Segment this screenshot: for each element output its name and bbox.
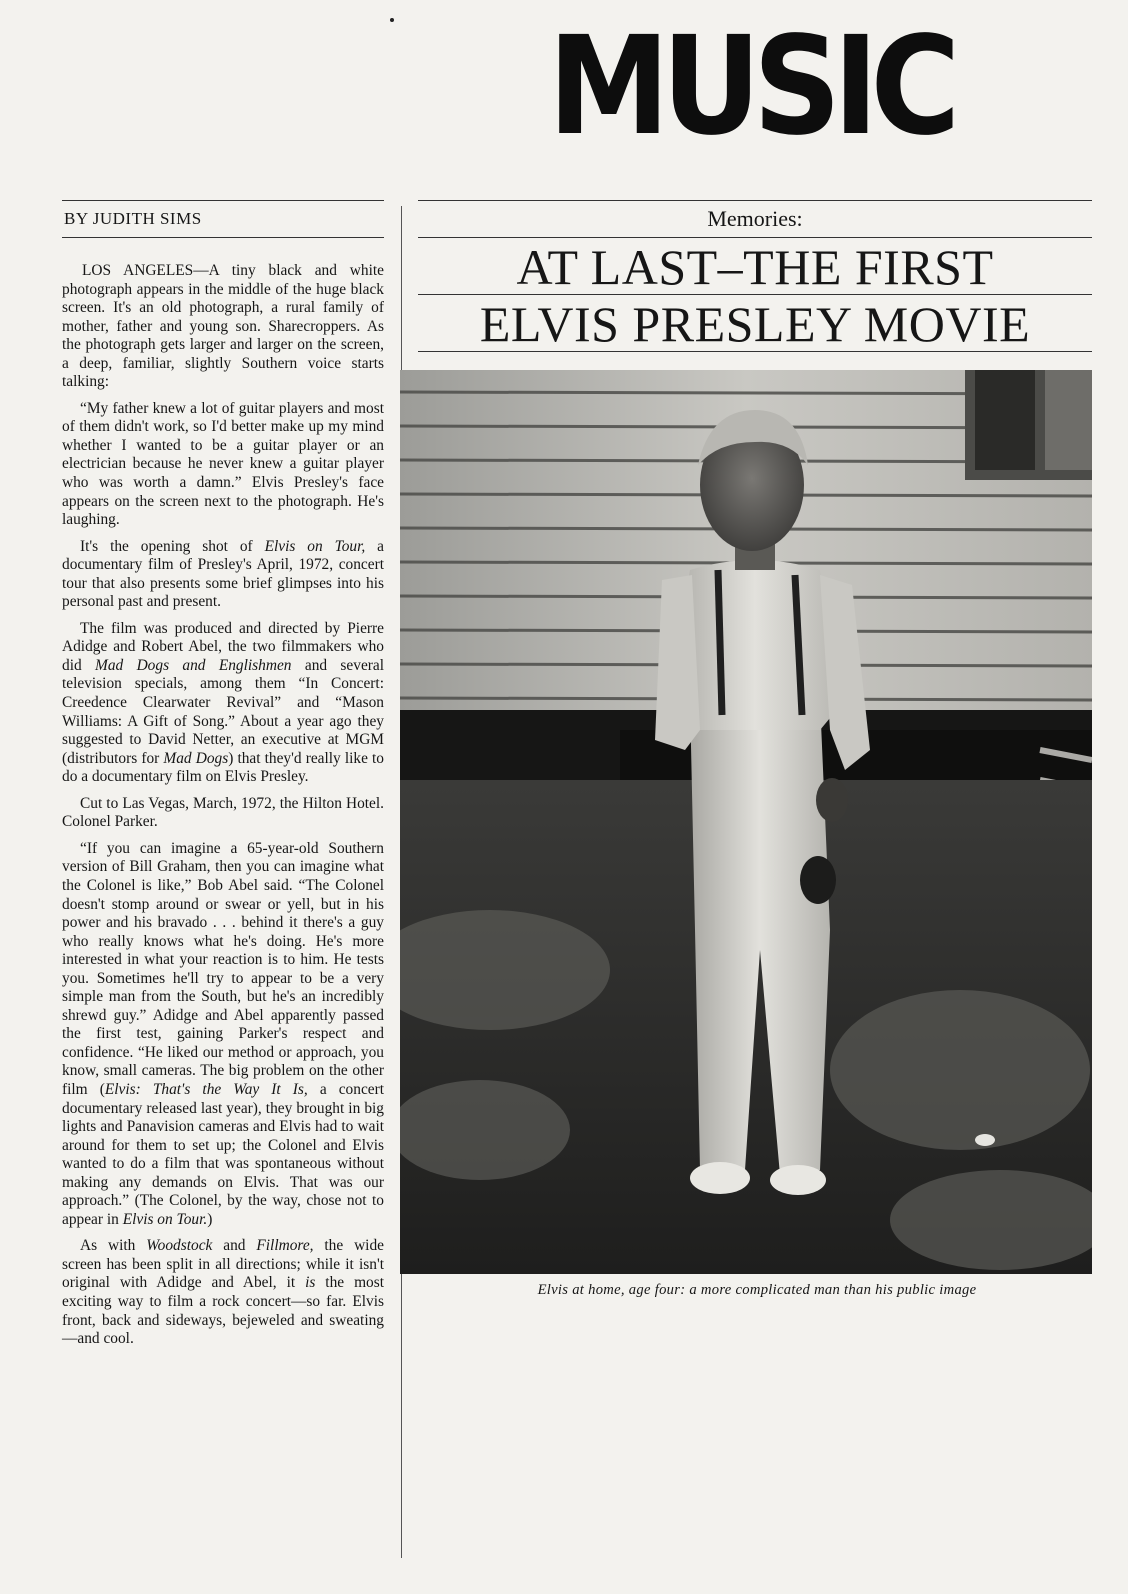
text-run: “If you can imagine a 65-year-old Southern version of Bill Graham, then you can imagine what the Colonel is like,” Bob Abel said. “The Colonel doesn't stomp around or swear or yell, but in his power and his bravado . . . behind it there's a guy who really knows what he's doing. He's more interested in what your reaction is to him. He tests you. Sometimes he'll try to appear to be a very simple man from the South, but he's an incredibly shrewd guy.” Adidge and Abel apparently passed the first test, gaining Parker's respect and confidence. “He liked our method or approach, you know, small cameras. The big problem on the other film ( xyxy=(62,839,384,1098)
italic-title: Mad Dogs and Englishmen xyxy=(95,656,292,674)
italic-title: Mad Dogs xyxy=(163,749,229,767)
photo-caption: Elvis at home, age four: a more complicated man than his public image xyxy=(537,1282,977,1298)
text-run: ) that they'd really like to do a documentary film on Elvis Presley. xyxy=(62,749,384,786)
text-run: It's the opening shot of xyxy=(80,537,265,555)
text-run: LOS ANGELES—A tiny black and white photograph appears in the middle of the huge black screen. It's an old photograph, a rural family of mother, father and young son. Sharecroppers. As the photograph gets larger and larger on the screen, a deep, familiar, slightly Southern voice starts talking: xyxy=(62,262,384,391)
text-run: “My father knew a lot of guitar players and most of them didn't work, so I'd better make up my mind whether I wanted to be a guitar player or an electrician because he never knew a guitar player who was worth a damn.” Elvis Presley's face appears on the screen next to the photograph. He's laughing. xyxy=(62,399,384,529)
print-speck xyxy=(390,18,394,22)
article-paragraph xyxy=(62,620,384,787)
italic-title: Elvis on Tour, xyxy=(264,537,366,555)
italic-title: Fillmore, xyxy=(256,1237,314,1255)
article-right-column xyxy=(418,200,1092,352)
elvis-photo xyxy=(400,370,1092,1274)
text-run: and several television specials, among them “In Concert: Creedence Clearwater Revival” and “Mason Williams: A Gift of Song.” About a year ago they suggested to David Netter, an executive at MGM (distributors for xyxy=(62,656,385,767)
article-paragraph xyxy=(62,262,384,392)
headline-line-2: ELVIS PRESLEY MOVIE xyxy=(479,296,1031,352)
italic-title: Elvis: That's the Way It Is, xyxy=(104,1080,308,1098)
article-body xyxy=(62,262,384,1349)
section-title: MUSIC xyxy=(548,8,953,166)
text-run: the wide screen has been split in all directions; while it isn't original with Adidge and Abel, it xyxy=(62,1237,384,1292)
italic-title: Elvis on Tour. xyxy=(122,1210,208,1228)
article-left-column xyxy=(62,200,384,1357)
text-run: a concert documentary released last year), they brought in big lights and Panavision cameras and Elvis had to wait around for them to set up; the Colonel and Elvis wanted to do a film that was spontaneous without making any demands on Elvis. That was our approach.” (The Colonel, by the way, chose not to appear in xyxy=(62,1080,385,1228)
text-run: the most exciting way to film a rock concert—so far. Elvis front, back and sideways, bejeweled and sweating—and cool. xyxy=(62,1274,384,1348)
headline-line-1: AT LAST–THE FIRST xyxy=(418,238,1092,295)
text-run: a documentary film of Presley's April, 1972, concert tour that also presents some brief glimpses into his personal past and present. xyxy=(62,537,384,611)
italic-title: Woodstock xyxy=(146,1237,213,1255)
article-paragraph xyxy=(62,400,384,530)
article-paragraph xyxy=(62,538,384,612)
article-paragraph xyxy=(62,1237,384,1348)
italic-title: is xyxy=(305,1274,316,1292)
photo-illustration xyxy=(400,370,1092,1274)
text-run: Cut to Las Vegas, March, 1972, the Hilton Hotel. Colonel Parker. xyxy=(62,794,384,831)
text-run: The film was produced and directed by Pierre Adidge and Robert Abel, the two filmmakers who did xyxy=(62,619,384,674)
article-paragraph xyxy=(62,795,384,832)
byline: BY JUDITH SIMS xyxy=(62,201,384,238)
kicker: Memories: xyxy=(418,200,1092,238)
headline xyxy=(418,238,1092,352)
text-run: ) xyxy=(207,1210,213,1228)
text-run: and xyxy=(212,1237,257,1255)
text-run: As with xyxy=(80,1237,147,1255)
article-paragraph xyxy=(62,840,384,1229)
